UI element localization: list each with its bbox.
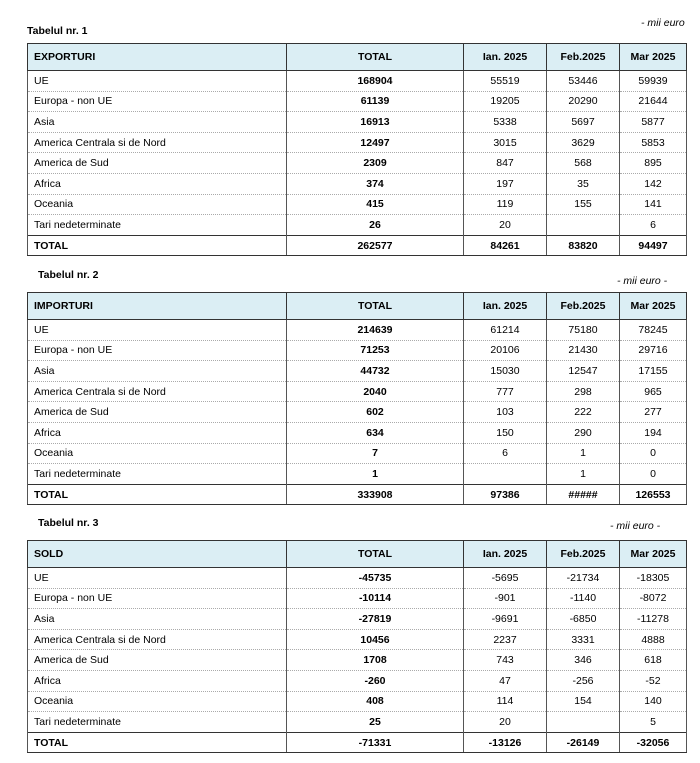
value-cell: 55519 — [464, 71, 547, 92]
value-cell: 12497 — [287, 132, 464, 153]
value-cell: 103 — [464, 402, 547, 423]
value-cell: 5853 — [620, 132, 687, 153]
total-value: 262577 — [287, 235, 464, 256]
table-3-unit: - mii euro - — [610, 520, 661, 532]
table-row — [28, 153, 687, 174]
value-cell: -45735 — [287, 568, 464, 589]
value-cell: 408 — [287, 691, 464, 712]
region-cell: America de Sud — [28, 402, 287, 423]
table-3-title: Tabelul nr. 3 — [38, 517, 99, 529]
value-cell: 15030 — [464, 361, 547, 382]
value-cell: 346 — [547, 650, 620, 671]
total-value: 94497 — [620, 235, 687, 256]
value-cell: 194 — [620, 422, 687, 443]
value-cell: 2309 — [287, 153, 464, 174]
value-cell: 2237 — [464, 629, 547, 650]
table-row — [28, 443, 687, 464]
total-value: 97386 — [464, 484, 547, 505]
table-row — [28, 340, 687, 361]
value-cell: 1 — [287, 464, 464, 485]
exports-table — [27, 43, 687, 256]
value-cell: 214639 — [287, 320, 464, 341]
region-cell: Asia — [28, 361, 287, 382]
value-cell: -9691 — [464, 609, 547, 630]
value-cell: 5 — [620, 712, 687, 733]
value-cell: 78245 — [620, 320, 687, 341]
table-row — [28, 588, 687, 609]
column-header: Feb.2025 — [547, 293, 620, 320]
region-cell: Africa — [28, 173, 287, 194]
value-cell: 17155 — [620, 361, 687, 382]
value-cell: -18305 — [620, 568, 687, 589]
total-label: TOTAL — [28, 484, 287, 505]
column-header: IMPORTURI — [28, 293, 287, 320]
value-cell: 3015 — [464, 132, 547, 153]
total-label: TOTAL — [28, 235, 287, 256]
total-value: -71331 — [287, 732, 464, 753]
table-row — [28, 691, 687, 712]
column-header: TOTAL — [287, 541, 464, 568]
region-cell: Tari nedeterminate — [28, 464, 287, 485]
value-cell — [547, 215, 620, 236]
table-row — [28, 650, 687, 671]
region-cell: Tari nedeterminate — [28, 712, 287, 733]
table-row — [28, 194, 687, 215]
value-cell: 21644 — [620, 91, 687, 112]
value-cell: 47 — [464, 670, 547, 691]
value-cell: 44732 — [287, 361, 464, 382]
value-cell: 21430 — [547, 340, 620, 361]
value-cell: 4888 — [620, 629, 687, 650]
region-cell: UE — [28, 71, 287, 92]
region-cell: Europa - non UE — [28, 588, 287, 609]
header-row — [28, 44, 687, 71]
column-header: TOTAL — [287, 293, 464, 320]
value-cell: 197 — [464, 173, 547, 194]
column-header: Ian. 2025 — [464, 44, 547, 71]
value-cell: -256 — [547, 670, 620, 691]
region-cell: Oceania — [28, 194, 287, 215]
value-cell: 222 — [547, 402, 620, 423]
value-cell: -27819 — [287, 609, 464, 630]
column-header: Ian. 2025 — [464, 541, 547, 568]
imports-table — [27, 292, 687, 505]
table-row — [28, 670, 687, 691]
value-cell: 20290 — [547, 91, 620, 112]
value-cell: 53446 — [547, 71, 620, 92]
total-value: -26149 — [547, 732, 620, 753]
region-cell: Asia — [28, 112, 287, 133]
value-cell: 154 — [547, 691, 620, 712]
region-cell: Europa - non UE — [28, 340, 287, 361]
table-row — [28, 91, 687, 112]
region-cell: Africa — [28, 670, 287, 691]
total-value: -32056 — [620, 732, 687, 753]
region-cell: Asia — [28, 609, 287, 630]
value-cell: 119 — [464, 194, 547, 215]
column-header: Mar 2025 — [620, 293, 687, 320]
region-cell: Oceania — [28, 443, 287, 464]
total-value: 83820 — [547, 235, 620, 256]
region-cell: Oceania — [28, 691, 287, 712]
table-1-unit: - mii euro — [641, 17, 685, 29]
value-cell: 6 — [464, 443, 547, 464]
table-row — [28, 422, 687, 443]
total-row — [28, 484, 687, 505]
column-header: TOTAL — [287, 44, 464, 71]
table-1-title: Tabelul nr. 1 — [27, 25, 88, 37]
total-value: ##### — [547, 484, 620, 505]
header-row — [28, 293, 687, 320]
value-cell: 602 — [287, 402, 464, 423]
table-2-unit: - mii euro - — [617, 275, 668, 287]
table-row — [28, 173, 687, 194]
value-cell: -11278 — [620, 609, 687, 630]
region-cell: Europa - non UE — [28, 91, 287, 112]
value-cell: 19205 — [464, 91, 547, 112]
total-value: 333908 — [287, 484, 464, 505]
value-cell: 618 — [620, 650, 687, 671]
value-cell: 290 — [547, 422, 620, 443]
value-cell: 16913 — [287, 112, 464, 133]
column-header: Feb.2025 — [547, 541, 620, 568]
value-cell: 895 — [620, 153, 687, 174]
region-cell: America Centrala si de Nord — [28, 629, 287, 650]
value-cell: -8072 — [620, 588, 687, 609]
region-cell: America de Sud — [28, 153, 287, 174]
value-cell — [547, 712, 620, 733]
value-cell: 634 — [287, 422, 464, 443]
table-row — [28, 568, 687, 589]
value-cell: 26 — [287, 215, 464, 236]
value-cell: -6850 — [547, 609, 620, 630]
value-cell: 3629 — [547, 132, 620, 153]
column-header: Mar 2025 — [620, 541, 687, 568]
value-cell: 140 — [620, 691, 687, 712]
region-cell: UE — [28, 568, 287, 589]
value-cell: -52 — [620, 670, 687, 691]
region-cell: America de Sud — [28, 650, 287, 671]
value-cell: 142 — [620, 173, 687, 194]
value-cell: 2040 — [287, 381, 464, 402]
value-cell: 415 — [287, 194, 464, 215]
value-cell: 61214 — [464, 320, 547, 341]
header-row — [28, 541, 687, 568]
region-cell: Africa — [28, 422, 287, 443]
value-cell: 141 — [620, 194, 687, 215]
value-cell: 777 — [464, 381, 547, 402]
table-row — [28, 464, 687, 485]
region-cell: America Centrala si de Nord — [28, 132, 287, 153]
value-cell: -5695 — [464, 568, 547, 589]
value-cell: 1 — [547, 464, 620, 485]
table-row — [28, 112, 687, 133]
value-cell: 20106 — [464, 340, 547, 361]
value-cell: 3331 — [547, 629, 620, 650]
total-label: TOTAL — [28, 732, 287, 753]
value-cell: 0 — [620, 443, 687, 464]
value-cell: 168904 — [287, 71, 464, 92]
table-row — [28, 215, 687, 236]
value-cell: 20 — [464, 712, 547, 733]
column-header: Ian. 2025 — [464, 293, 547, 320]
value-cell: 155 — [547, 194, 620, 215]
value-cell: 150 — [464, 422, 547, 443]
value-cell: 1 — [547, 443, 620, 464]
table-row — [28, 381, 687, 402]
region-cell: UE — [28, 320, 287, 341]
total-value: -13126 — [464, 732, 547, 753]
region-cell: Tari nedeterminate — [28, 215, 287, 236]
value-cell: 743 — [464, 650, 547, 671]
total-row — [28, 732, 687, 753]
value-cell: -1140 — [547, 588, 620, 609]
value-cell — [464, 464, 547, 485]
value-cell: 25 — [287, 712, 464, 733]
value-cell: 374 — [287, 173, 464, 194]
value-cell: 298 — [547, 381, 620, 402]
value-cell: 71253 — [287, 340, 464, 361]
value-cell: 12547 — [547, 361, 620, 382]
value-cell: 114 — [464, 691, 547, 712]
value-cell: 59939 — [620, 71, 687, 92]
value-cell: 0 — [620, 464, 687, 485]
value-cell: 6 — [620, 215, 687, 236]
value-cell: 568 — [547, 153, 620, 174]
value-cell: 35 — [547, 173, 620, 194]
column-header: Mar 2025 — [620, 44, 687, 71]
value-cell: 10456 — [287, 629, 464, 650]
table-row — [28, 609, 687, 630]
total-row — [28, 235, 687, 256]
total-value: 84261 — [464, 235, 547, 256]
table-row — [28, 361, 687, 382]
value-cell: 7 — [287, 443, 464, 464]
region-cell: America Centrala si de Nord — [28, 381, 287, 402]
value-cell: 5697 — [547, 112, 620, 133]
column-header: Feb.2025 — [547, 44, 620, 71]
value-cell: -901 — [464, 588, 547, 609]
balance-table — [27, 540, 687, 753]
table-row — [28, 132, 687, 153]
value-cell: -10114 — [287, 588, 464, 609]
value-cell: 61139 — [287, 91, 464, 112]
value-cell: 277 — [620, 402, 687, 423]
value-cell: 29716 — [620, 340, 687, 361]
value-cell: 5877 — [620, 112, 687, 133]
value-cell: 1708 — [287, 650, 464, 671]
table-row — [28, 320, 687, 341]
value-cell: 75180 — [547, 320, 620, 341]
value-cell: 5338 — [464, 112, 547, 133]
table-row — [28, 712, 687, 733]
table-row — [28, 71, 687, 92]
table-2-title: Tabelul nr. 2 — [38, 269, 99, 281]
value-cell: -260 — [287, 670, 464, 691]
value-cell: -21734 — [547, 568, 620, 589]
total-value: 126553 — [620, 484, 687, 505]
column-header: SOLD — [28, 541, 287, 568]
table-row — [28, 629, 687, 650]
value-cell: 20 — [464, 215, 547, 236]
column-header: EXPORTURI — [28, 44, 287, 71]
value-cell: 965 — [620, 381, 687, 402]
value-cell: 847 — [464, 153, 547, 174]
table-row — [28, 402, 687, 423]
